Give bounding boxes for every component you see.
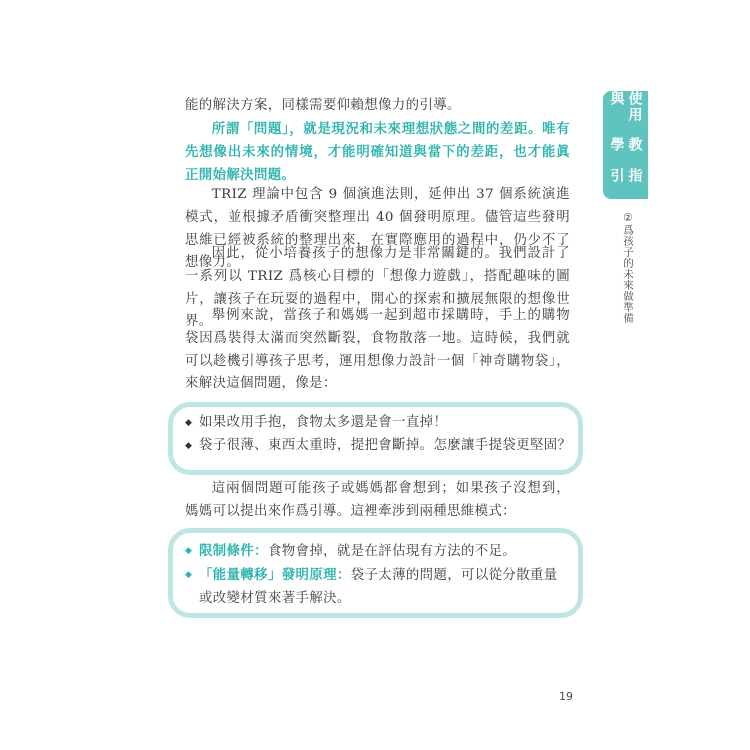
section-tab-line-1: 使用與 xyxy=(608,91,643,123)
list-item xyxy=(185,540,570,564)
term-label: 「能量轉移」發明原理： xyxy=(199,566,351,583)
list-item xyxy=(185,564,570,611)
bullet-diamond-icon: ◆ xyxy=(185,418,193,428)
paragraph-imagination-game: 因此，從小培養孩子的想像力是非常關鍵的。我們設計了一系列以 TRIZ 爲核心目標的「想像力遊戲」，搭配趣味的圖片，讓孩子在玩耍的過程中，開心的探索和擴展無限的想像世界。 xyxy=(185,246,570,330)
bullet-diamond-icon: ◆ xyxy=(185,546,193,556)
term-label: 限制條件： xyxy=(199,543,268,559)
question-list xyxy=(185,412,575,458)
list-item-text: 袋子很薄、東西太重時，提把會斷掉。怎麼讓手提袋更堅固？ xyxy=(199,437,572,453)
section-tab xyxy=(603,91,648,199)
highlighted-paragraph: 所謂「問題」，就是現況和未來理想狀態之間的差距。唯有先想像出未來的情境，才能明確知道與當下的差距，也才能眞正開始解決問題。 xyxy=(185,121,570,183)
paragraph-triz: TRIZ 理論中包含 9 個演進法則，延伸出 37 個系統演進模式，並根據矛盾衝突整理出 40 個發明原理。儘管這些發明思維已經被系統的整理出來，在實際應用的過程中，仍少不了想像力。 xyxy=(185,187,570,271)
list-item-text: 食物會掉，就是在評估現有方法的不足。 xyxy=(267,544,517,559)
section-subtitle: ②爲孩子的未來做準備 xyxy=(622,212,634,324)
list-item-text: 如果改用手抱，食物太多還是會一直掉！ xyxy=(199,415,448,430)
section-tab-line-3: 指引 xyxy=(608,168,643,185)
paragraph-example: 舉例來說，當孩子和媽媽一起到超市採購時，手上的購物袋因爲裝得太滿而突然斷裂，食物散落一地。這時候，我們就可以趁機引導孩子思考，運用想像力設計一個「神奇購物袋」，來解決這個問題，像是： xyxy=(185,308,570,392)
page-number: 19 xyxy=(559,690,573,703)
paragraph-thinking-modes: 這兩個問題可能孩子或媽媽都會想到；如果孩子沒想到，媽媽可以提出來作爲引導。這裡牽涉到兩種思維模式： xyxy=(185,481,570,519)
paragraph-continuation: 能的解決方案，同樣需要仰賴想像力的引導。 xyxy=(185,98,461,113)
thinking-mode-list xyxy=(185,540,570,610)
bullet-diamond-icon: ◆ xyxy=(185,440,193,451)
list-item xyxy=(185,412,575,435)
bullet-diamond-icon: ◆ xyxy=(185,569,193,580)
list-item xyxy=(185,435,575,458)
list-item-text: 袋子太薄的問題，可以從分散重量或改變材質來著手解決。 xyxy=(199,567,558,606)
section-tab-line-2: 教學 xyxy=(608,137,643,154)
